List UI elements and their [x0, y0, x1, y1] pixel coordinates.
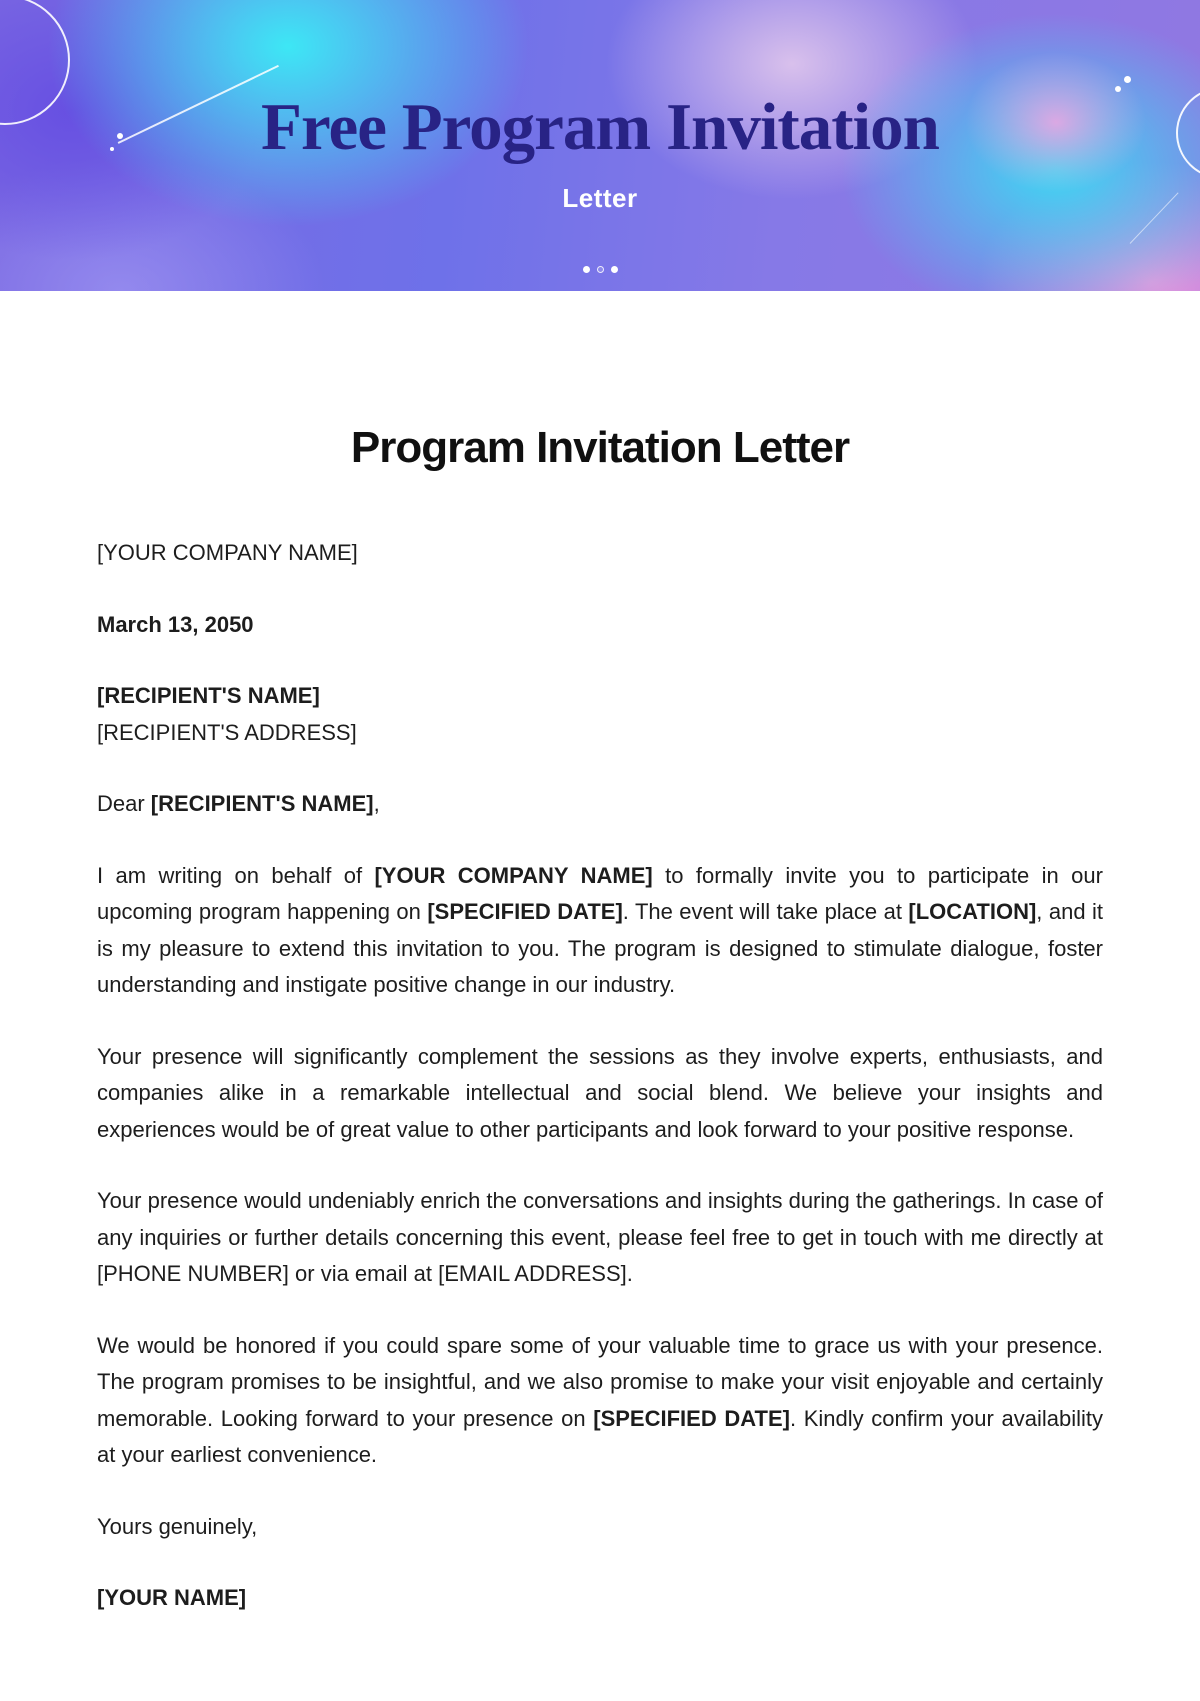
text-segment: We would be honored if you could spare some of your valuable time to grace us with your presence. The program promises to be insightful, and we also promise to make your visit enjoyable and certainly memorable. Looking forward to your presence on	[97, 1332, 1103, 1431]
letter-document	[0, 421, 1200, 1617]
recipient-address: [RECIPIENT'S ADDRESS]	[97, 719, 357, 745]
paragraph-2	[97, 1039, 1103, 1149]
placeholder-token: [SPECIFIED DATE]	[427, 899, 623, 924]
placeholder-token: [YOUR COMPANY NAME]	[374, 862, 653, 888]
banner-subtitle: Letter	[562, 183, 638, 213]
text-segment: Your presence would undeniably enrich the conversations and insights during the gatherings. In case of any inquiries or further details concerning this event, please feel free to get in touch with me directly at [PHONE NUMBER] or via email at [EMAIL ADDRESS].	[97, 1188, 1103, 1286]
placeholder-token: [RECIPIENT'S NAME]	[150, 791, 374, 816]
placeholder-token: [SPECIFIED DATE]	[593, 1405, 790, 1431]
text-segment: I am writing on behalf of	[97, 862, 375, 888]
signature-name: [YOUR NAME]	[97, 1585, 247, 1610]
text-segment: ,	[373, 791, 380, 816]
carousel-dot[interactable]	[597, 266, 604, 273]
document-title: Program Invitation Letter	[350, 423, 850, 472]
sparkle-dot-icon	[1124, 76, 1131, 83]
carousel-dot[interactable]	[583, 266, 590, 273]
text-segment: . The event will take place at	[622, 899, 909, 924]
paragraph-1	[97, 858, 1103, 1004]
text-segment: . Kindly confirm your availability at your earliest convenience.	[97, 1405, 1103, 1467]
company-name: [YOUR COMPANY NAME]	[97, 540, 358, 565]
text-segment: Your presence will significantly complement the sessions as they involve experts, enthusiasts, and companies alike in a remarkable intellectual and social blend. We believe your insights and experiences would be of great value to other participants and look forward to your positive response.	[97, 1043, 1103, 1142]
carousel-indicator	[0, 266, 1200, 273]
paragraph-4	[97, 1328, 1103, 1474]
salutation	[97, 786, 1103, 823]
carousel-dot[interactable]	[611, 266, 618, 273]
paragraph-3	[97, 1183, 1103, 1293]
letter-date: March 13, 2050	[97, 611, 254, 637]
recipient-block	[97, 678, 1103, 751]
text-segment: , and it is my pleasure to extend this invitation to you. The program is designed to stimulate dialogue, foster understanding and instigate positive change in our industry.	[97, 899, 1103, 997]
closing: Yours genuinely,	[97, 1513, 258, 1539]
recipient-name: [RECIPIENT'S NAME]	[97, 683, 320, 708]
header-banner	[0, 0, 1200, 291]
text-segment: Dear	[97, 791, 151, 816]
text-segment: to formally invite you to participate in our upcoming program happening on	[97, 862, 1103, 924]
banner-title: Free Program Invitation	[261, 90, 939, 164]
placeholder-token: [LOCATION]	[908, 899, 1037, 924]
